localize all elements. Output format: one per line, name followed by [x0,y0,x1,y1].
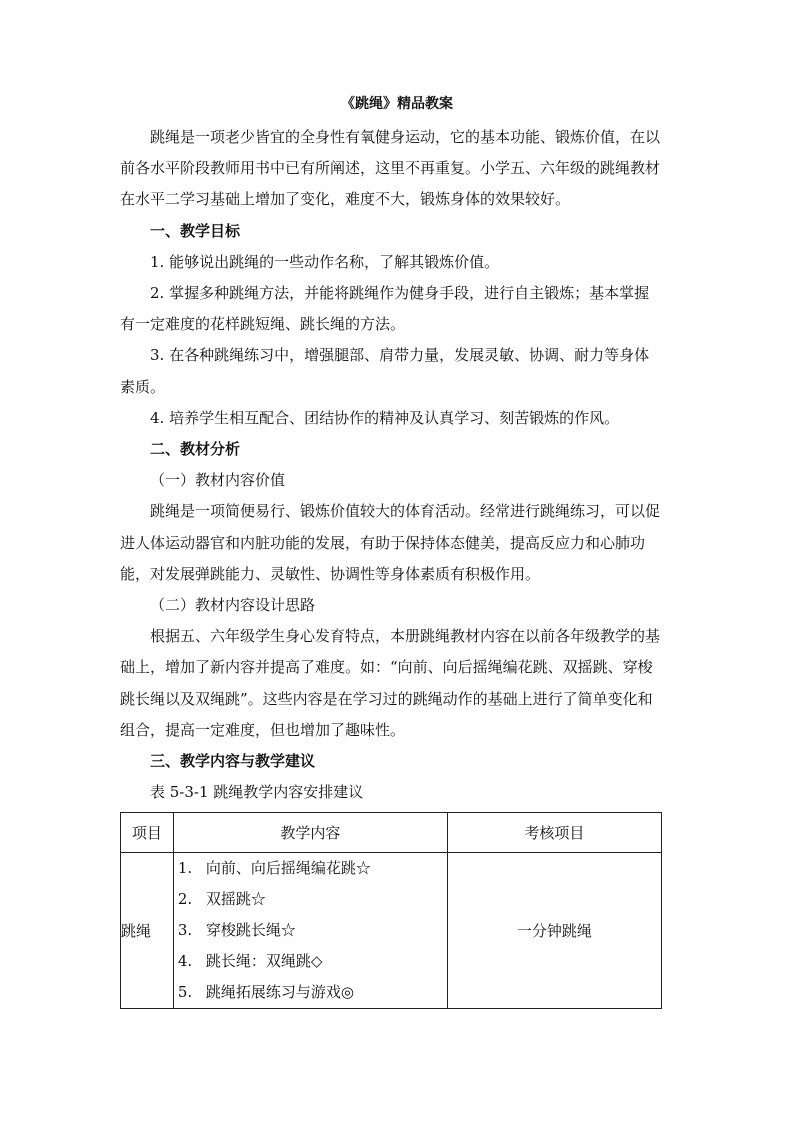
table-cell-content [173,853,447,1009]
list-item [174,884,447,915]
goal-item: 2. 掌握多种跳绳方法，并能将跳绳作为健身手段，进行自主锻炼；基本掌握有一定难度的花样跳短绳、跳长绳的方法。 [120,284,650,334]
list-item [174,853,447,884]
content-list [174,853,447,1008]
list-item-text: 跳绳拓展练习与游戏◎ [205,983,354,1001]
goal-item: 1. 能够说出跳绳的一些动作名称，了解其锻炼价值。 [150,252,500,271]
section-heading-analysis: 二、教材分析 [150,440,241,459]
list-item-number: 5. [177,983,193,1001]
table-cell-assessment: 一分钟跳绳 [447,853,661,1009]
value-paragraph: 跳绳是一项简便易行、锻炼价值较大的体育活动。经常进行跳绳练习，可以促进人体运动器官和内脏功能的发展，有助于保持体态健美，提高反应力和心肺功能，对发展弹跳能力、灵敏性、协调性等身体素质有积极作用。 [120,502,661,583]
list-item-text: 穿梭跳长绳☆ [205,921,296,939]
list-item-number: 2. [177,890,193,908]
subheading-value: （一）教材内容价值 [150,471,286,490]
section-heading-goals: 一、教学目标 [150,221,241,240]
design-paragraph: 根据五、六年级学生身心发育特点，本册跳绳教材内容在以前各年级教学的基础上，增加了新内容并提高了难度。如：“向前、向后摇绳编花跳、双摇跳、穿梭跳长绳以及双绳跳”。这些内容是在学习过的跳绳动作的基础上进行了简单变化和组合，提高一定难度，但也增加了趣味性。 [120,627,661,739]
content-table [120,812,662,1009]
table-cell-project: 跳绳 [121,853,174,1009]
list-item [174,946,447,977]
list-item [174,977,447,1008]
section-heading-content: 三、教学内容与教学建议 [150,752,316,771]
table-row [121,853,662,1009]
list-item-number: 1. [177,859,193,877]
table-header-row [121,813,662,853]
table-header-content: 教学内容 [173,813,447,853]
goal-item: 3. 在各种跳绳练习中，增强腿部、肩带力量，发展灵敏、协调、耐力等身体素质。 [120,346,650,396]
document-title: 《跳绳》精品教案 [341,96,453,112]
table-header-project: 项目 [121,813,174,853]
table-header-assessment: 考核项目 [447,813,661,853]
list-item-text: 双摇跳☆ [205,890,266,908]
list-item-number: 4. [177,952,193,970]
list-item-text: 向前、向后摇绳编花跳☆ [205,859,371,877]
goal-item: 4. 培养学生相互配合、团结协作的精神及认真学习、刻苦锻炼的作风。 [150,408,620,427]
list-item-number: 3. [177,921,193,939]
list-item-text: 跳长绳：双绳跳◇ [205,952,323,970]
intro-paragraph: 跳绳是一项老少皆宜的全身性有氧健身运动，它的基本功能、锻炼价值，在以前各水平阶段教师用书中已有所阐述，这里不再重复。小学五、六年级的跳绳教材在水平二学习基础上增加了变化，难度不大，锻炼身体的效果较好。 [120,128,661,209]
document-body [120,122,662,808]
table-caption: 表 5-3-1 跳绳教学内容安排建议 [150,783,364,802]
list-item [174,915,447,946]
subheading-design: （二）教材内容设计思路 [150,596,316,615]
